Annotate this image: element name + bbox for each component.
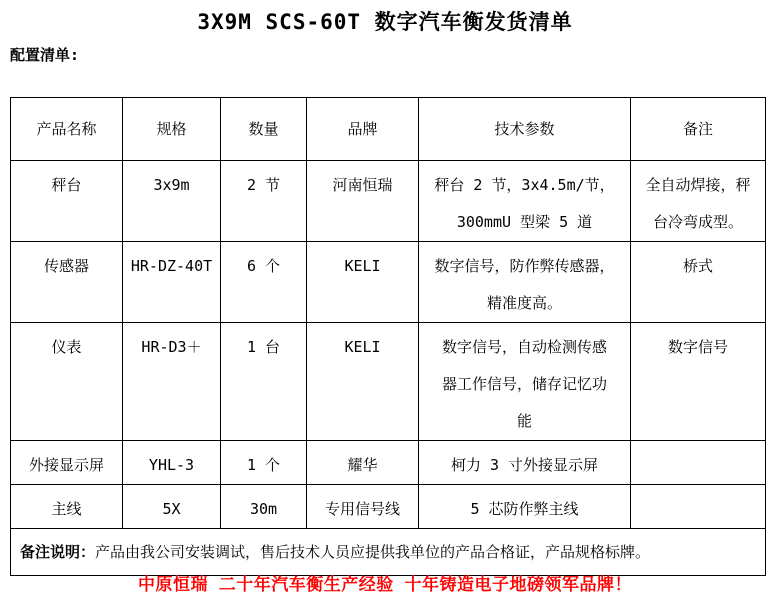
cell-params: 数字信号，防作弊传感器， 精准度高。: [419, 242, 631, 323]
table-row-external-display: [11, 441, 766, 485]
remark-label: 备注说明：: [20, 543, 96, 561]
column-header-product: 产品名称: [11, 98, 123, 161]
column-header-params: 技术参数: [419, 98, 631, 161]
column-header-brand: 品牌: [307, 98, 419, 161]
table-row-remark: [11, 529, 766, 576]
column-header-qty: 数量: [221, 98, 307, 161]
remark-text: 产品由我公司安装调试，售后技术人员应提供我单位的产品合格证，产品规格标牌。: [95, 543, 651, 561]
cell-qty: 2 节: [221, 161, 307, 242]
cell-brand: KELI: [307, 323, 419, 441]
cell-qty: 1 台: [221, 323, 307, 441]
cell-qty: 30m: [221, 485, 307, 529]
column-header-note: 备注: [631, 98, 766, 161]
cell-note: 桥式: [631, 242, 766, 323]
cell-note: [631, 485, 766, 529]
cell-qty: 1 个: [221, 441, 307, 485]
cell-brand: 河南恒瑞: [307, 161, 419, 242]
cell-note: 全自动焊接，秤 台冷弯成型。: [631, 161, 766, 242]
cell-spec: HR-DZ-40T: [123, 242, 221, 323]
cell-spec: 3x9m: [123, 161, 221, 242]
cell-brand: 耀华: [307, 441, 419, 485]
shipping-list-table: [10, 97, 766, 576]
company-slogan: 中原恒瑞 二十年汽车衡生产经验 十年铸造电子地磅领军品牌！: [138, 575, 632, 595]
cell-product: 外接显示屏: [11, 441, 123, 485]
cell-params: 5 芯防作弊主线: [419, 485, 631, 529]
config-list-label: 配置清单:: [10, 46, 80, 64]
cell-spec: 5X: [123, 485, 221, 529]
document-title: 3X9M SCS-60T 数字汽车衡发货清单: [197, 10, 573, 34]
cell-spec: YHL-3: [123, 441, 221, 485]
cell-params: 秤台 2 节，3x4.5m/节， 300mmU 型梁 5 道: [419, 161, 631, 242]
cell-product: 秤台: [11, 161, 123, 242]
table-row-main-cable: [11, 485, 766, 529]
column-header-spec: 规格: [123, 98, 221, 161]
cell-product: 传感器: [11, 242, 123, 323]
cell-note: [631, 441, 766, 485]
table-row-indicator: [11, 323, 766, 441]
table-row-sensor: [11, 242, 766, 323]
remark-cell: [11, 529, 766, 576]
cell-brand: 专用信号线: [307, 485, 419, 529]
table-header-row: [11, 98, 766, 161]
cell-product: 主线: [11, 485, 123, 529]
cell-params: 柯力 3 寸外接显示屏: [419, 441, 631, 485]
cell-note: 数字信号: [631, 323, 766, 441]
cell-params: 数字信号，自动检测传感 器工作信号，储存记忆功 能: [419, 323, 631, 441]
table-row-platform: [11, 161, 766, 242]
cell-brand: KELI: [307, 242, 419, 323]
cell-qty: 6 个: [221, 242, 307, 323]
cell-spec: HR-D3＋: [123, 323, 221, 441]
cell-product: 仪表: [11, 323, 123, 441]
